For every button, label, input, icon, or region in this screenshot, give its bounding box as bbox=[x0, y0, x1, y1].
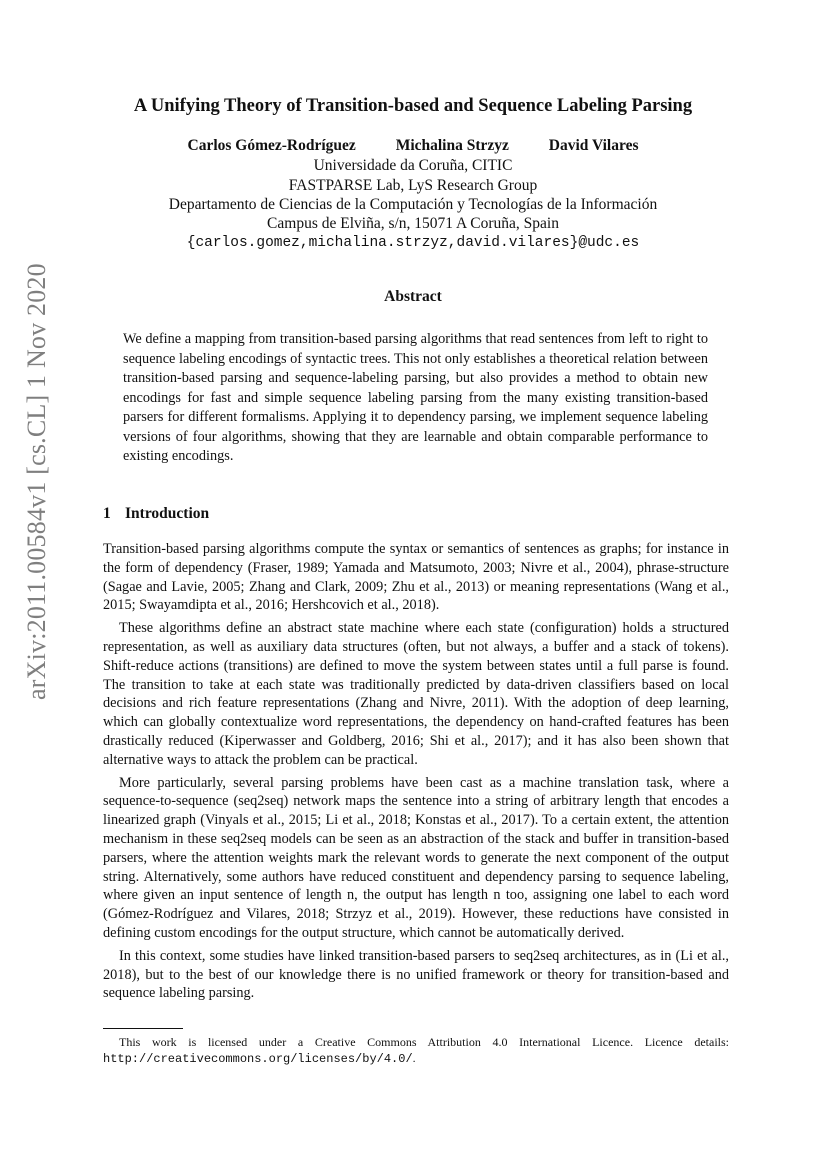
affiliation-line: Universidade da Coruña, CITIC bbox=[313, 157, 513, 174]
abstract-heading: Abstract bbox=[384, 288, 442, 305]
footnote bbox=[103, 1034, 729, 1067]
paragraph: More particularly, several parsing problems have been cast as a machine translation task, where a sequence-to-sequence (seq2seq) network maps the sentence into a string of arbitrary length that encodes a linearized graph (Vinyals et al., 2015; Li et al., 2018; Konstas et al., 2017). To a certain extent, the attention mechanism in these seq2seq models can be seen as an abstraction of the stack and buffer in transition-based parsers, where the attention weights mark the relevant words to generate the next component of the output string. Alternatively, some authors have reduced constituent and dependency parsing to sequence labeling, where given an input sentence of length n, the output has length n too, assigning one label to each word (Gómez-Rodríguez and Vilares, 2018; Strzyz et al., 2019). However, these reductions have consisted in defining custom encodings for the output structure, which cannot be automatically derived. bbox=[103, 774, 729, 941]
license-link[interactable]: http://creativecommons.org/licenses/by/4.0/ bbox=[103, 1052, 413, 1066]
author-name: Michalina Strzyz bbox=[395, 137, 509, 154]
author-name: David Vilares bbox=[548, 137, 639, 154]
introduction-body bbox=[103, 540, 729, 1007]
footnote-text: This work is licensed under a Creative Commons Attribution 4.0 International Licence. Licence details: bbox=[119, 1035, 729, 1049]
paragraph: Transition-based parsing algorithms compute the syntax or semantics of sentences as graphs; for instance in the form of dependency (Fraser, 1989; Yamada and Matsumoto, 2003; Nivre et al., 2004), phrase-structure (Sagae and Lavie, 2005; Zhang and Clark, 2009; Zhu et al., 2013) or meaning representations (Wang et al., 2015; Swayamdipta et al., 2016; Hershcovich et al., 2018). bbox=[103, 541, 729, 614]
section-number: 1 bbox=[103, 505, 111, 522]
paper-title: A Unifying Theory of Transition-based and Sequence Labeling Parsing bbox=[133, 96, 693, 116]
author-list bbox=[0, 137, 826, 155]
abstract-text: We define a mapping from transition-based parsing algorithms that read sentences from left to right to sequence labeling encodings of syntactic trees. This not only establishes a theoretical relation between transition-based parsing and sequence-labeling parsing, but also provides a method to obtain new encodings for fast and simple sequence labeling parsing from the many existing transition-based parsers for different formalisms. Applying it to dependency parsing, we implement sequence labeling versions of four algorithms, showing that they are learnable and obtain comparable performance to existing encodings. bbox=[123, 331, 708, 464]
affiliation-line: Departamento de Ciencias de la Computación y Tecnologías de la Información bbox=[168, 196, 658, 213]
author-emails: {carlos.gomez,michalina.strzyz,david.vilares}@udc.es bbox=[186, 235, 640, 251]
footnote-end: . bbox=[412, 1051, 416, 1065]
affiliation-line: Campus de Elviña, s/n, 15071 A Coruña, Spain bbox=[267, 215, 559, 232]
paragraph: In this context, some studies have linked transition-based parsers to seq2seq architectures, as in (Li et al., 2018), but to the best of our knowledge there is no unified framework or theory for transition-based and sequence labeling parsing. bbox=[103, 947, 729, 1002]
footnote-rule bbox=[103, 1028, 183, 1029]
author-name: Carlos Gómez-Rodríguez bbox=[187, 137, 356, 154]
paragraph: These algorithms define an abstract state machine where each state (configuration) holds a structured representation, as well as auxiliary data structures (often, but not always, a buffer and a stack of tokens). Shift-reduce actions (transitions) are defined to move the system between states until a full parse is found. The transition to take at each state was traditionally predicted by data-driven classifiers based on local decisions and rich feature representations (Zhang and Nivre, 2011). With the adoption of deep learning, which can globally contextualize word representations, the dependency on hand-crafted features has been drastically reduced (Kiperwasser and Goldberg, 2016; Shi et al., 2017); and it has also been shown that alternative ways to attack the problem can be practical. bbox=[103, 620, 729, 768]
section-heading bbox=[103, 505, 209, 523]
affiliation-line: FASTPARSE Lab, LyS Research Group bbox=[288, 177, 538, 194]
arxiv-identifier: arXiv:2011.00584v1 [cs.CL] 1 Nov 2020 bbox=[22, 263, 51, 700]
section-title: Introduction bbox=[125, 505, 210, 522]
